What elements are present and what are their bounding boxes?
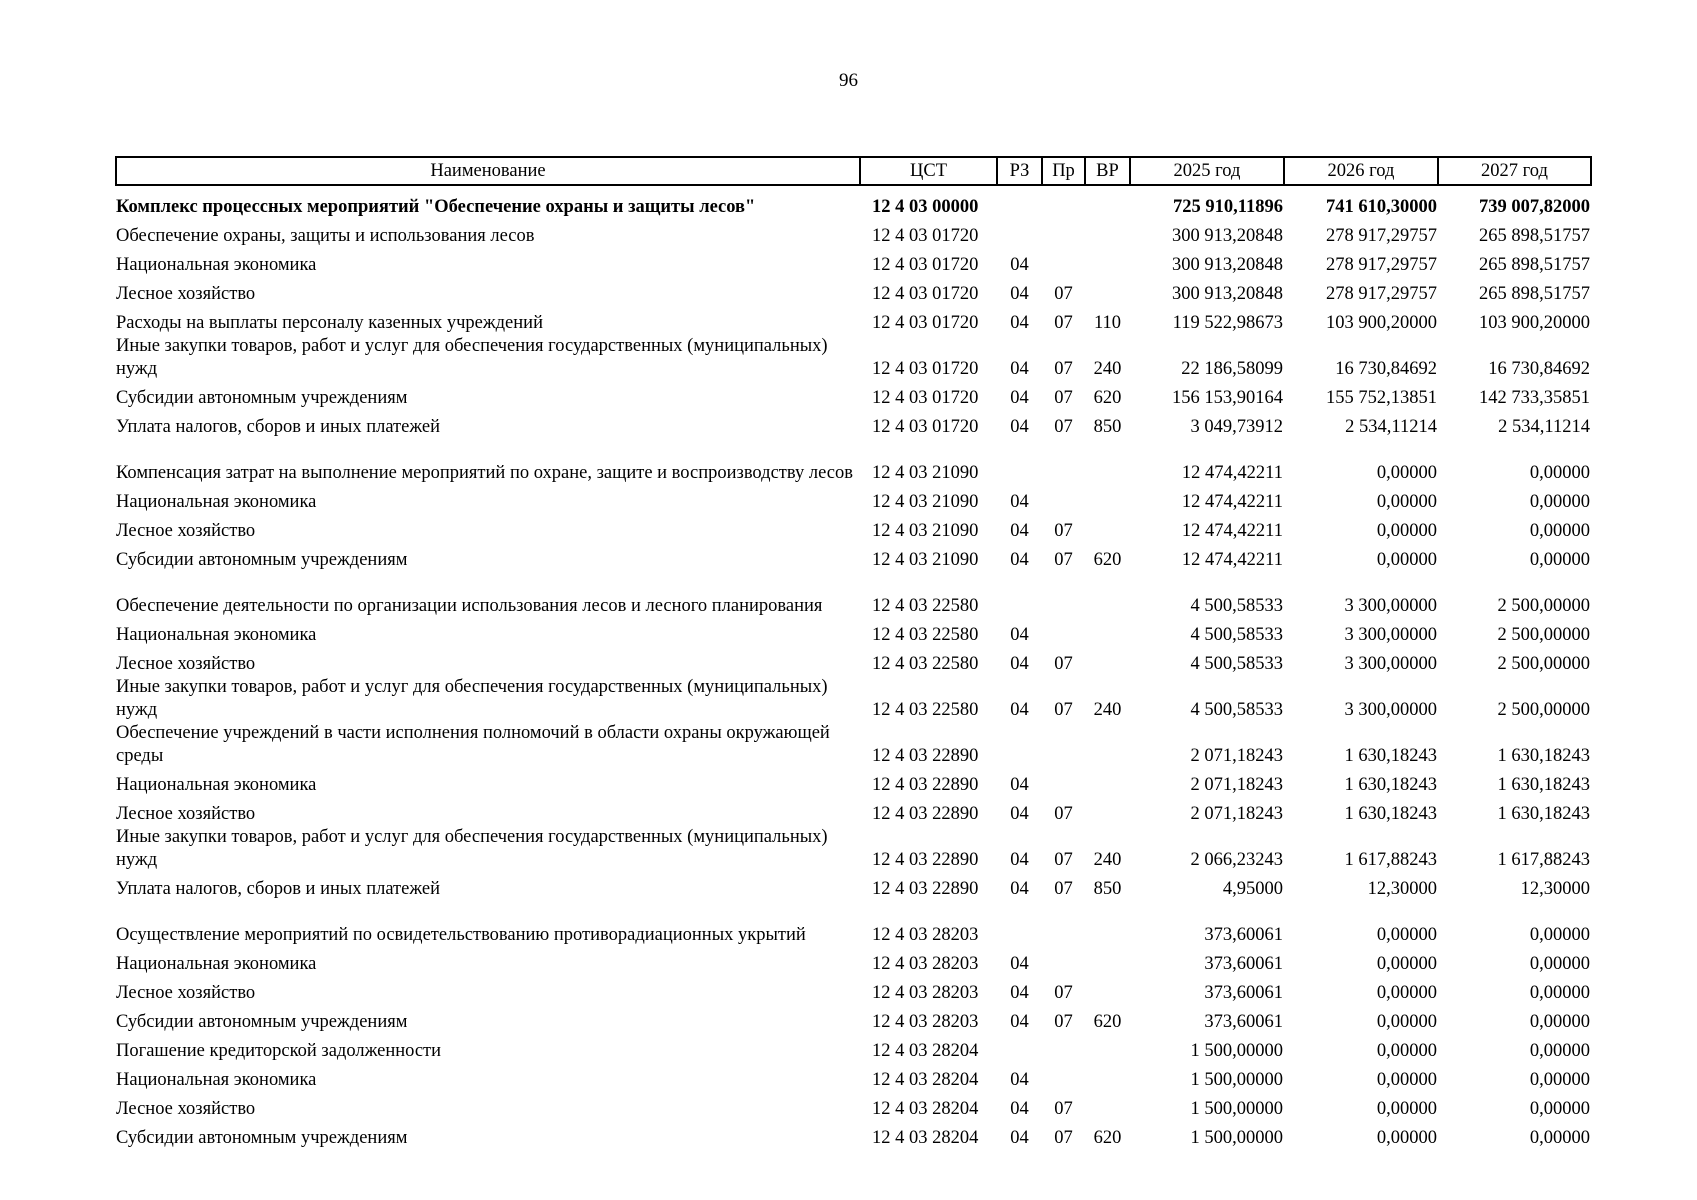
cell-name: Иные закупки товаров, работ и услуг для обеспечения государственных (муниципальных) нужд: [116, 827, 828, 870]
cell-y2025: 4 500,58533: [1190, 654, 1283, 674]
table-row: [116, 335, 1591, 381]
cell-rz: 04: [1010, 388, 1029, 408]
cell-name: Уплата налогов, сборов и иных платежей: [116, 879, 441, 899]
cell-pr: 07: [1054, 804, 1073, 824]
cell-name: Субсидии автономным учреждениям: [116, 1128, 408, 1148]
cell-vr: [1085, 947, 1130, 976]
cell-cst: 12 4 03 01720: [872, 255, 979, 275]
cell-y2026: 0,00000: [1376, 925, 1437, 945]
cell-y2027: 265 898,51757: [1479, 284, 1590, 304]
cell-y2025: 2 071,18243: [1190, 746, 1283, 766]
cell-y2027: 16 730,84692: [1488, 359, 1590, 379]
cell-pr: 07: [1054, 1128, 1073, 1148]
cell-vr: 620: [1093, 1128, 1122, 1148]
cell-pr: 07: [1054, 1012, 1073, 1032]
cell-vr: 620: [1093, 1012, 1122, 1032]
table-row: [116, 1063, 1591, 1092]
cell-pr: [1042, 768, 1085, 797]
cell-rz: 04: [1010, 521, 1029, 541]
table-row: [116, 722, 1591, 768]
cell-cst: 12 4 03 28204: [872, 1041, 979, 1061]
cell-cst: 12 4 03 22580: [872, 625, 979, 645]
cell-cst: 12 4 03 21090: [872, 463, 979, 483]
cell-pr: 07: [1054, 700, 1073, 720]
table-row: [116, 185, 1591, 219]
cell-y2025: 1 500,00000: [1190, 1041, 1283, 1061]
cell-rz: 04: [1010, 359, 1029, 379]
cell-y2026: 1 630,18243: [1344, 804, 1437, 824]
cell-y2026: 0,00000: [1376, 521, 1437, 541]
table-row: [116, 381, 1591, 410]
cell-y2027: 0,00000: [1529, 983, 1590, 1003]
cell-pr: 07: [1054, 654, 1073, 674]
cell-name: Лесное хозяйство: [116, 804, 256, 824]
table-row: [116, 277, 1591, 306]
cell-y2025: 1 500,00000: [1190, 1099, 1283, 1119]
cell-vr: [1085, 277, 1130, 306]
cell-y2027: 0,00000: [1529, 954, 1590, 974]
cell-y2025: 4,95000: [1222, 879, 1283, 899]
cell-vr: 850: [1093, 879, 1122, 899]
cell-y2025: 2 066,23243: [1190, 850, 1283, 870]
cell-cst: 12 4 03 00000: [872, 197, 979, 217]
cell-cst: 12 4 03 01720: [872, 359, 979, 379]
cell-y2026: 0,00000: [1376, 550, 1437, 570]
cell-y2026: 2 534,11214: [1345, 417, 1437, 437]
cell-y2026: 741 610,30000: [1326, 197, 1437, 217]
cell-name: Уплата налогов, сборов и иных платежей: [116, 417, 441, 437]
cell-y2026: 12,30000: [1367, 879, 1437, 899]
cell-rz: 04: [1010, 654, 1029, 674]
cell-name: Иные закупки товаров, работ и услуг для обеспечения государственных (муниципальных) нужд: [116, 336, 828, 379]
cell-y2027: 739 007,82000: [1479, 197, 1590, 217]
cell-y2026: 1 630,18243: [1344, 775, 1437, 795]
cell-rz: 04: [1010, 1128, 1029, 1148]
table-row: [116, 410, 1591, 439]
table-row: [116, 219, 1591, 248]
cell-y2025: 22 186,58099: [1181, 359, 1283, 379]
cell-y2026: 16 730,84692: [1335, 359, 1437, 379]
cell-cst: 12 4 03 22890: [872, 850, 979, 870]
header-name: Наименование: [116, 157, 860, 185]
cell-pr: 07: [1054, 521, 1073, 541]
cell-cst: 12 4 03 22890: [872, 775, 979, 795]
cell-y2026: 0,00000: [1376, 463, 1437, 483]
cell-y2027: 12,30000: [1520, 879, 1590, 899]
cell-cst: 12 4 03 01720: [872, 226, 979, 246]
cell-name: Национальная экономика: [116, 1070, 317, 1090]
cell-rz: 04: [1010, 1012, 1029, 1032]
cell-y2025: 1 500,00000: [1190, 1128, 1283, 1148]
cell-vr: [1085, 439, 1130, 485]
cell-y2027: 2 500,00000: [1497, 625, 1590, 645]
cell-vr: [1085, 485, 1130, 514]
cell-pr: [1042, 901, 1085, 947]
cell-pr: 07: [1054, 388, 1073, 408]
cell-pr: [1042, 947, 1085, 976]
cell-rz: 04: [1010, 804, 1029, 824]
cell-y2025: 373,60061: [1204, 1012, 1283, 1032]
cell-vr: [1085, 722, 1130, 768]
cell-pr: [1042, 439, 1085, 485]
cell-name: Национальная экономика: [116, 255, 317, 275]
cell-cst: 12 4 03 28204: [872, 1128, 979, 1148]
cell-pr: [1042, 618, 1085, 647]
cell-rz: 04: [1010, 983, 1029, 1003]
cell-vr: [1085, 647, 1130, 676]
cell-y2025: 119 522,98673: [1172, 313, 1283, 333]
table-row: [116, 797, 1591, 826]
cell-name: Национальная экономика: [116, 625, 317, 645]
header-2025: 2025 год: [1130, 157, 1284, 185]
cell-vr: [1085, 185, 1130, 219]
table-row: [116, 1121, 1591, 1150]
cell-name: Обеспечение охраны, защиты и использования лесов: [116, 226, 535, 246]
table-row: [116, 514, 1591, 543]
budget-table: [115, 156, 1592, 1150]
cell-rz: 04: [1010, 1099, 1029, 1119]
cell-rz: 04: [1010, 284, 1029, 304]
cell-rz: 04: [1010, 417, 1029, 437]
cell-cst: 12 4 03 22580: [872, 596, 979, 616]
cell-pr: [1042, 485, 1085, 514]
cell-pr: [1042, 572, 1085, 618]
cell-y2026: 103 900,20000: [1326, 313, 1437, 333]
cell-cst: 12 4 03 28204: [872, 1099, 979, 1119]
cell-y2025: 725 910,11896: [1173, 197, 1283, 217]
cell-vr: [1085, 1063, 1130, 1092]
cell-vr: 240: [1093, 700, 1122, 720]
cell-pr: [1042, 219, 1085, 248]
cell-y2027: 2 500,00000: [1497, 654, 1590, 674]
cell-y2025: 4 500,58533: [1190, 596, 1283, 616]
cell-vr: [1085, 768, 1130, 797]
cell-vr: 240: [1093, 850, 1122, 870]
cell-y2027: 0,00000: [1529, 1128, 1590, 1148]
table-row: [116, 676, 1591, 722]
cell-cst: 12 4 03 28203: [872, 983, 979, 1003]
cell-y2025: 12 474,42211: [1181, 492, 1283, 512]
cell-cst: 12 4 03 22890: [872, 746, 979, 766]
cell-name: Иные закупки товаров, работ и услуг для обеспечения государственных (муниципальных) нужд: [116, 677, 828, 720]
cell-pr: 07: [1054, 417, 1073, 437]
header-2026: 2026 год: [1284, 157, 1438, 185]
cell-y2027: 2 500,00000: [1497, 596, 1590, 616]
cell-name: Погашение кредиторской задолженности: [116, 1041, 442, 1061]
table-row: [116, 1005, 1591, 1034]
cell-rz: 04: [1010, 700, 1029, 720]
cell-name: Субсидии автономным учреждениям: [116, 388, 408, 408]
table-row: [116, 439, 1591, 485]
table-row: [116, 572, 1591, 618]
cell-y2026: 0,00000: [1376, 983, 1437, 1003]
cell-y2027: 1 630,18243: [1497, 775, 1590, 795]
cell-rz: [997, 185, 1042, 219]
cell-y2027: 142 733,35851: [1479, 388, 1590, 408]
cell-y2026: 155 752,13851: [1326, 388, 1437, 408]
cell-y2027: 0,00000: [1529, 550, 1590, 570]
cell-pr: 07: [1054, 550, 1073, 570]
cell-rz: 04: [1010, 550, 1029, 570]
cell-y2026: 278 917,29757: [1326, 226, 1437, 246]
cell-pr: [1042, 722, 1085, 768]
header-2027: 2027 год: [1438, 157, 1591, 185]
cell-y2026: 278 917,29757: [1326, 284, 1437, 304]
table-row: [116, 826, 1591, 872]
cell-name: Национальная экономика: [116, 492, 317, 512]
cell-rz: 04: [1010, 1070, 1029, 1090]
cell-y2025: 12 474,42211: [1181, 550, 1283, 570]
cell-y2025: 3 049,73912: [1190, 417, 1283, 437]
cell-name: Субсидии автономным учреждениям: [116, 550, 408, 570]
table-row: [116, 901, 1591, 947]
cell-vr: [1085, 901, 1130, 947]
table-row: [116, 543, 1591, 572]
cell-y2027: 2 534,11214: [1498, 417, 1590, 437]
cell-name: Лесное хозяйство: [116, 521, 256, 541]
cell-y2027: 0,00000: [1529, 463, 1590, 483]
cell-y2027: 0,00000: [1529, 521, 1590, 541]
cell-pr: 07: [1054, 850, 1073, 870]
cell-rz: 04: [1010, 625, 1029, 645]
cell-rz: 04: [1010, 850, 1029, 870]
table-row: [116, 647, 1591, 676]
cell-vr: [1085, 248, 1130, 277]
cell-y2025: 373,60061: [1204, 925, 1283, 945]
cell-cst: 12 4 03 22580: [872, 654, 979, 674]
cell-vr: 110: [1093, 313, 1122, 333]
cell-vr: 240: [1093, 359, 1122, 379]
cell-rz: [997, 1034, 1042, 1063]
cell-cst: 12 4 03 22890: [872, 879, 979, 899]
cell-name: Обеспечение учреждений в части исполнения полномочий в области охраны окружающей среды: [116, 723, 830, 766]
cell-y2025: 12 474,42211: [1181, 463, 1283, 483]
cell-pr: 07: [1054, 284, 1073, 304]
cell-y2026: 3 300,00000: [1344, 654, 1437, 674]
cell-pr: [1042, 1034, 1085, 1063]
cell-vr: [1085, 572, 1130, 618]
cell-y2026: 1 617,88243: [1344, 850, 1437, 870]
cell-name: Обеспечение деятельности по организации использования лесов и лесного планирования: [116, 596, 823, 616]
cell-name: Лесное хозяйство: [116, 654, 256, 674]
cell-pr: 07: [1054, 359, 1073, 379]
cell-cst: 12 4 03 21090: [872, 521, 979, 541]
cell-cst: 12 4 03 01720: [872, 417, 979, 437]
cell-rz: [997, 901, 1042, 947]
cell-pr: [1042, 1063, 1085, 1092]
cell-y2027: 265 898,51757: [1479, 226, 1590, 246]
cell-y2027: 1 630,18243: [1497, 746, 1590, 766]
cell-y2025: 4 500,58533: [1190, 625, 1283, 645]
cell-cst: 12 4 03 22890: [872, 804, 979, 824]
cell-y2025: 373,60061: [1204, 954, 1283, 974]
header-pr: Пр: [1042, 157, 1085, 185]
cell-y2027: 2 500,00000: [1497, 700, 1590, 720]
cell-vr: [1085, 618, 1130, 647]
cell-name: Национальная экономика: [116, 954, 317, 974]
table-row: [116, 618, 1591, 647]
cell-name: Комплекс процессных мероприятий "Обеспечение охраны и защиты лесов": [116, 197, 756, 217]
cell-y2026: 3 300,00000: [1344, 700, 1437, 720]
cell-vr: [1085, 797, 1130, 826]
cell-cst: 12 4 03 21090: [872, 550, 979, 570]
cell-rz: [997, 439, 1042, 485]
table-row: [116, 768, 1591, 797]
cell-name: Национальная экономика: [116, 775, 317, 795]
cell-y2025: 2 071,18243: [1190, 775, 1283, 795]
cell-cst: 12 4 03 01720: [872, 284, 979, 304]
cell-name: Лесное хозяйство: [116, 1099, 256, 1119]
cell-vr: 850: [1093, 417, 1122, 437]
cell-pr: 07: [1054, 1099, 1073, 1119]
cell-cst: 12 4 03 28203: [872, 1012, 979, 1032]
cell-name: Лесное хозяйство: [116, 983, 256, 1003]
cell-y2026: 0,00000: [1376, 1099, 1437, 1119]
cell-y2025: 4 500,58533: [1190, 700, 1283, 720]
cell-cst: 12 4 03 01720: [872, 388, 979, 408]
cell-y2025: 2 071,18243: [1190, 804, 1283, 824]
cell-vr: [1085, 514, 1130, 543]
cell-cst: 12 4 03 28203: [872, 925, 979, 945]
cell-pr: 07: [1054, 313, 1073, 333]
cell-vr: [1085, 1092, 1130, 1121]
cell-y2026: 0,00000: [1376, 1070, 1437, 1090]
cell-cst: 12 4 03 01720: [872, 313, 979, 333]
cell-vr: [1085, 219, 1130, 248]
cell-name: Осуществление мероприятий по освидетельствованию противорадиационных укрытий: [116, 925, 806, 945]
table-row: [116, 947, 1591, 976]
cell-vr: 620: [1093, 550, 1122, 570]
cell-rz: 04: [1010, 255, 1029, 275]
cell-pr: 07: [1054, 983, 1073, 1003]
cell-y2026: 0,00000: [1376, 954, 1437, 974]
cell-pr: [1042, 248, 1085, 277]
cell-rz: 04: [1010, 492, 1029, 512]
page-number: 96: [839, 70, 858, 91]
cell-vr: 620: [1093, 388, 1122, 408]
cell-y2026: 0,00000: [1376, 492, 1437, 512]
header-rz: РЗ: [997, 157, 1042, 185]
cell-y2025: 300 913,20848: [1172, 255, 1283, 275]
cell-y2026: 3 300,00000: [1344, 625, 1437, 645]
cell-cst: 12 4 03 28203: [872, 954, 979, 974]
cell-y2027: 1 617,88243: [1497, 850, 1590, 870]
cell-cst: 12 4 03 22580: [872, 700, 979, 720]
table-row: [116, 1092, 1591, 1121]
cell-y2025: 156 153,90164: [1172, 388, 1283, 408]
cell-y2026: 278 917,29757: [1326, 255, 1437, 275]
cell-rz: [997, 219, 1042, 248]
table-row: [116, 1034, 1591, 1063]
cell-name: Субсидии автономным учреждениям: [116, 1012, 408, 1032]
cell-y2025: 300 913,20848: [1172, 284, 1283, 304]
cell-name: Расходы на выплаты персоналу казенных учреждений: [116, 313, 543, 333]
cell-y2025: 373,60061: [1204, 983, 1283, 1003]
table-row: [116, 248, 1591, 277]
cell-y2026: 0,00000: [1376, 1128, 1437, 1148]
table-row: [116, 872, 1591, 901]
cell-rz: 04: [1010, 954, 1029, 974]
cell-rz: 04: [1010, 775, 1029, 795]
table-body: [116, 185, 1591, 1150]
cell-rz: [997, 572, 1042, 618]
cell-y2027: 0,00000: [1529, 492, 1590, 512]
cell-pr: [1042, 185, 1085, 219]
cell-rz: 04: [1010, 879, 1029, 899]
cell-y2027: 265 898,51757: [1479, 255, 1590, 275]
cell-y2025: 300 913,20848: [1172, 226, 1283, 246]
table-header: [116, 157, 1591, 185]
cell-cst: 12 4 03 28204: [872, 1070, 979, 1090]
cell-y2026: 1 630,18243: [1344, 746, 1437, 766]
table-row: [116, 485, 1591, 514]
cell-name: Лесное хозяйство: [116, 284, 256, 304]
cell-y2027: 0,00000: [1529, 925, 1590, 945]
cell-y2026: 3 300,00000: [1344, 596, 1437, 616]
cell-y2027: 0,00000: [1529, 1070, 1590, 1090]
cell-y2025: 12 474,42211: [1181, 521, 1283, 541]
cell-y2027: 103 900,20000: [1479, 313, 1590, 333]
cell-y2027: 0,00000: [1529, 1041, 1590, 1061]
header-vr: ВР: [1085, 157, 1130, 185]
cell-y2026: 0,00000: [1376, 1041, 1437, 1061]
table-row: [116, 306, 1591, 335]
cell-vr: [1085, 976, 1130, 1005]
cell-rz: [997, 722, 1042, 768]
cell-rz: 04: [1010, 313, 1029, 333]
cell-vr: [1085, 1034, 1130, 1063]
cell-y2027: 1 630,18243: [1497, 804, 1590, 824]
cell-y2027: 0,00000: [1529, 1099, 1590, 1119]
cell-cst: 12 4 03 21090: [872, 492, 979, 512]
cell-y2025: 1 500,00000: [1190, 1070, 1283, 1090]
cell-name: Компенсация затрат на выполнение мероприятий по охране, защите и воспроизводству лесов: [116, 463, 853, 483]
cell-y2027: 0,00000: [1529, 1012, 1590, 1032]
table-row: [116, 976, 1591, 1005]
cell-pr: 07: [1054, 879, 1073, 899]
cell-y2026: 0,00000: [1376, 1012, 1437, 1032]
header-cst: ЦСТ: [860, 157, 997, 185]
